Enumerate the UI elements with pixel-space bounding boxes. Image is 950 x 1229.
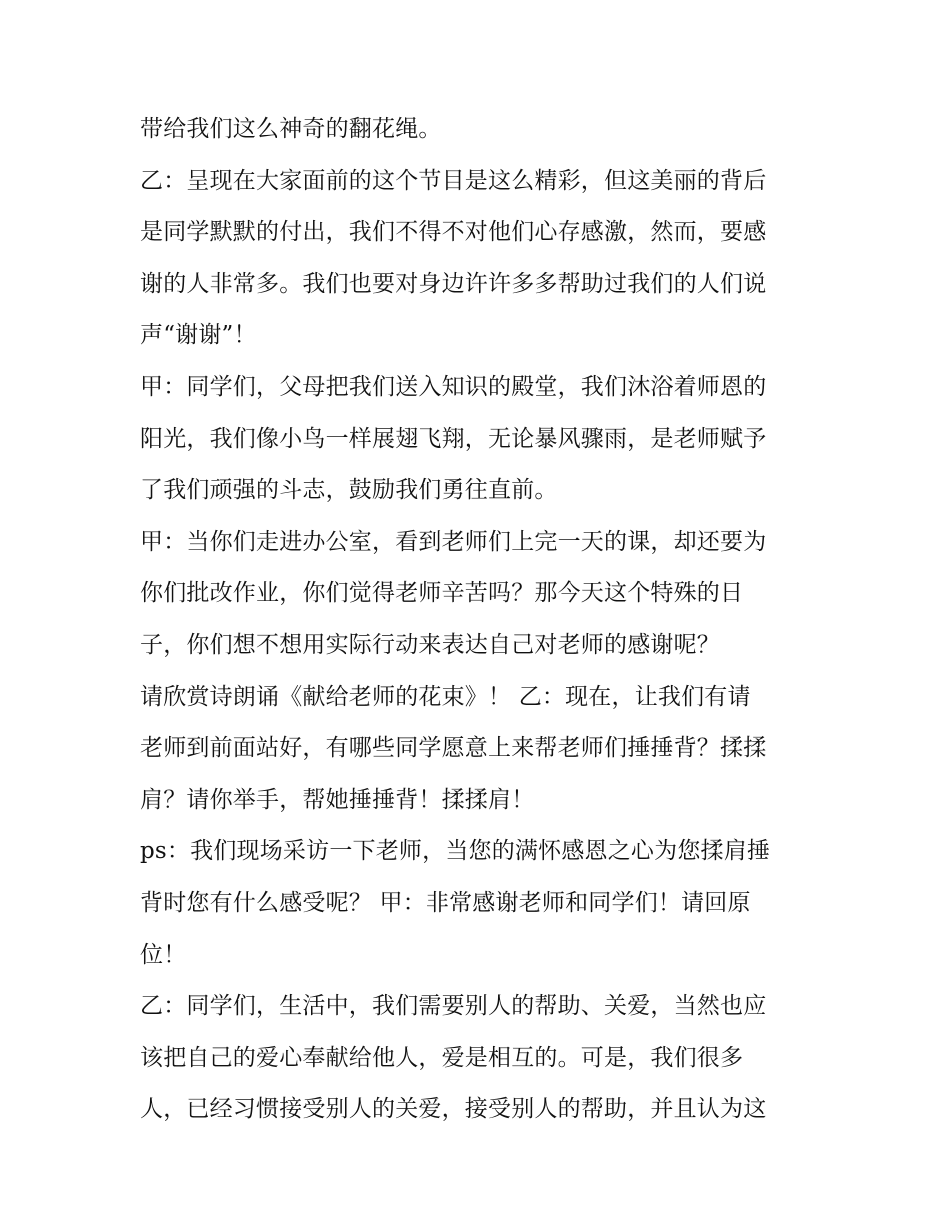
text-line: 阳光，我们像小鸟一样展翅飞翔，无论暴风骤雨，是老师赋予 [140, 425, 767, 452]
text-line: 请欣赏诗朗诵《献给老师的花束》！ 乙：现在，让我们有请 [140, 683, 751, 710]
text-line: 乙：同学们，生活中，我们需要别人的帮助、关爱，当然也应 [140, 993, 767, 1020]
text-line: 甲：同学们，父母把我们送入知识的殿堂，我们沐浴着师恩的 [140, 373, 767, 400]
document-body [140, 104, 820, 1136]
text-line: ps：我们现场采访一下老师，当您的满怀感恩之心为您揉肩捶 [140, 838, 771, 865]
text-line: 带给我们这么神奇的翻花绳。 [140, 116, 442, 142]
text-line: 你们批改作业，你们觉得老师辛苦吗？那今天这个特殊的日 [140, 580, 744, 607]
text-line: 背时您有什么感受呢？ 甲：非常感谢老师和同学们！请回原 [140, 889, 751, 916]
text-line: 子，你们想不想用实际行动来表达自己对老师的感谢呢？ [140, 631, 720, 658]
text-line: 肩？请你举手，帮她捶捶背！揉揉肩！ [140, 786, 535, 813]
text-line: 位！ [140, 941, 187, 968]
text-line: 甲：当你们走进办公室，看到老师们上完一天的课，却还要为 [140, 528, 767, 555]
text-line: 该把自己的爱心奉献给他人，爱是相互的。可是，我们很多 [140, 1044, 744, 1071]
text-line: 人，已经习惯接受别人的关爱，接受别人的帮助，并且认为这 [140, 1096, 767, 1123]
text-line: 谢的人非常多。我们也要对身边许许多多帮助过我们的人们说 [140, 270, 767, 297]
text-line: 声“谢谢”！ [140, 322, 257, 349]
text-line: 了我们顽强的斗志，鼓励我们勇往直前。 [140, 477, 558, 504]
text-line: 是同学默默的付出，我们不得不对他们心存感激，然而，要感 [140, 219, 767, 246]
text-line: 老师到前面站好，有哪些同学愿意上来帮老师们捶捶背？揉揉 [140, 735, 767, 762]
text-line: 乙：呈现在大家面前的这个节目是这么精彩，但这美丽的背后 [140, 167, 767, 194]
